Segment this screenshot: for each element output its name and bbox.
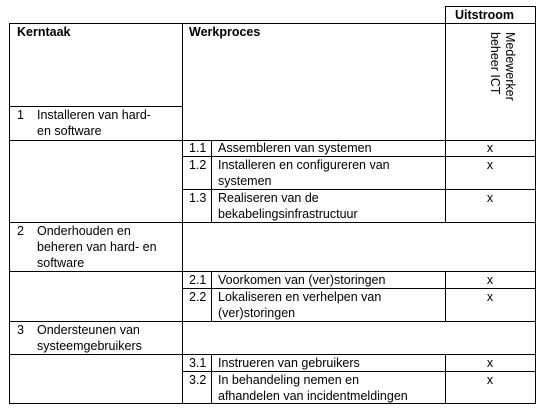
werkproces-header: Werkproces	[189, 25, 261, 39]
werkproces-number: 2.1	[189, 273, 207, 287]
kerntaak-header: Kerntaak	[17, 25, 71, 39]
hline-header-top	[9, 23, 536, 24]
kerntaak-title: Onderhouden en beheren van hard- en software	[37, 224, 157, 270]
vline-num-text-3	[211, 354, 212, 404]
uitstroom-mark: x	[486, 273, 494, 287]
vline-num-text-2	[211, 271, 212, 321]
werkproces-title: Assembleren van systemen	[218, 141, 372, 155]
werkproces-title: Lokaliseren en verhelpen van (ver)storingen	[218, 290, 382, 320]
werkproces-number: 1.1	[189, 141, 207, 155]
werkproces-number: 1.3	[189, 191, 207, 205]
werkproces-title: Installeren en configureren van systemen	[218, 158, 390, 188]
uitstroom-mark: x	[486, 191, 494, 205]
kerntaak-number: 3	[17, 323, 24, 337]
werkproces-number: 3.2	[189, 373, 207, 387]
werkproces-title: Voorkomen van (ver)storingen	[218, 273, 386, 287]
werkproces-number: 2.2	[189, 290, 207, 304]
uitstroom-mark: x	[486, 141, 494, 155]
vline-left	[9, 23, 10, 404]
vline-kern-werk	[182, 23, 183, 404]
vline-num-text	[211, 140, 212, 223]
werkproces-title: In behandeling nemen en afhandelen van incidentmeldingen	[218, 373, 408, 403]
kerntaak-title: Installeren van hard- en software	[37, 108, 151, 138]
profile-header	[453, 32, 533, 132]
kerntaak-number: 1	[17, 108, 24, 122]
uitstroom-header: Uitstroom	[455, 8, 515, 22]
uitstroom-mark: x	[486, 373, 494, 387]
werkproces-number: 1.2	[189, 158, 207, 172]
kerntaak-title: Ondersteunen van systeemgebruikers	[37, 323, 142, 353]
profile-line2: beheer ICT	[488, 32, 502, 95]
werkproces-number: 3.1	[189, 356, 207, 370]
werkproces-title: Instrueren van gebruikers	[218, 356, 360, 370]
werkproces-title: Realiseren van de bekabelingsinfrastructuur	[218, 191, 358, 221]
uitstroom-mark: x	[486, 158, 494, 172]
kerntaak-number: 2	[17, 224, 24, 238]
uitstroom-mark: x	[486, 290, 494, 304]
uitstroom-mark: x	[486, 356, 494, 370]
profile-line1: Medewerker	[503, 32, 517, 101]
vline-right	[535, 6, 536, 404]
